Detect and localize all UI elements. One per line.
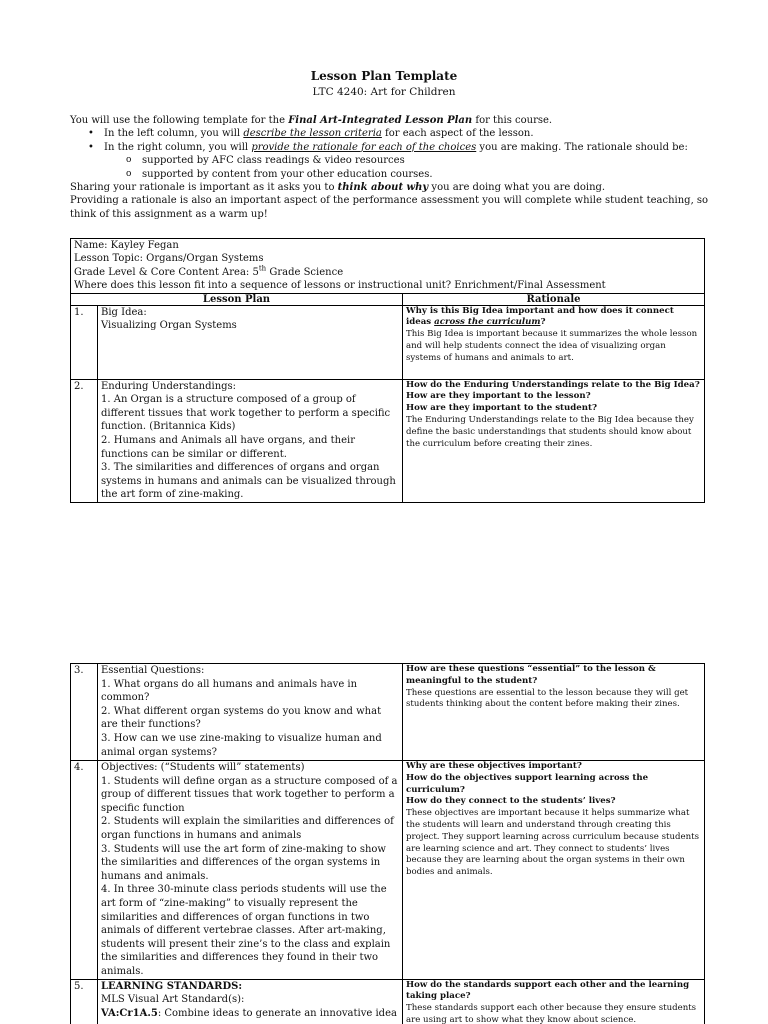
row-number: 4. — [71, 761, 98, 980]
document-title: Lesson Plan Template — [310, 69, 458, 83]
lesson-plan-cell: LEARNING STANDARDS: MLS Visual Art Standard(s): VA:Cr1A.5: Combine ideas to generate an innovative idea — [98, 979, 403, 1024]
row-number: 1. — [71, 305, 98, 379]
instruction-subbullet-readings: o supported by AFC class readings & video resources — [70, 154, 710, 167]
table-row — [71, 379, 705, 502]
rationale-cell: How are these questions “essential” to the lesson & meaningful to the student? These questions are essential to the lesson because they will get students thinking about the content before making their zines. — [403, 664, 705, 761]
row-number: 3. — [71, 664, 98, 761]
row-number: 2. — [71, 379, 98, 502]
lesson-plan-cell: Essential Questions: 1. What organs do all humans and animals have in common? 2. What different organ systems do you know and what are their functions? 3. How can we use zine-making to visualize human and animal organ systems? — [98, 664, 403, 761]
column-header-lesson-plan: Lesson Plan — [71, 293, 403, 305]
rationale-cell: How do the standards support each other and the learning taking place? These standards support each other because they ensure students are using art to show what they know about science. — [403, 979, 705, 1024]
lesson-plan-cell: Big Idea: Visualizing Organ Systems — [98, 305, 403, 379]
table-row — [71, 305, 705, 379]
lesson-plan-table-page2 — [70, 663, 705, 1024]
rationale-cell: Why are these objectives important? How do the objectives support learning across the curriculum? How do they connect to the students’ lives? These objectives are important because it helps summarize what the students will learn and understand through creating this project. They support learning across curriculum because students are learning science and art. They connect to students’ lives because they are learning about the organ systems in their own bodies and animals. — [403, 761, 705, 980]
lesson-plan-cell: Objectives: (“Students will” statements) 1. Students will define organ as a structure composed of a group of different tissues that work together to perform a specific function 2. Students will explain the similarities and differences of organ functions in humans and animals 3. Students will use the art form of zine-making to show the similarities and differences of the organ systems in humans and animals. 4. In three 30-minute class periods students will use the art form of “zine-making” to visually represent the similarities and differences of organ functions in two animals of different vertebrae classes. After art-making, students will present their zine’s to the class and explain the similarities and differences they found in their two animals. — [98, 761, 403, 980]
rationale-cell: Why is this Big Idea important and how does it connect ideas across the curriculum? This Big Idea is important because it summarizes the whole lesson and will help students connect the idea of visualizing organ systems of humans and animals to art. — [403, 305, 705, 379]
rationale-cell: How do the Enduring Understandings relate to the Big Idea? How are they important to the lesson? How are they important to the student? The Enduring Understandings relate to the Big Idea because they define the basic understandings that students should know about the curriculum before creating their zines. — [403, 379, 705, 502]
lesson-plan-table-page1 — [70, 238, 705, 503]
instruction-line-3: Providing a rationale is also an important aspect of the performance assessment you will complete while student teaching, so think of this assignment as a warm up! — [70, 195, 709, 220]
lesson-topic: Lesson Topic: Organs/Organ Systems — [74, 253, 264, 265]
instruction-line-2: Sharing your rationale is important as it asks you to think about why you are doing what you are doing. — [70, 182, 606, 194]
instruction-list — [70, 127, 710, 181]
grade-level: Grade Level & Core Content Area: 5th Grade Science — [74, 264, 344, 278]
student-name: Name: Kayley Fegan — [74, 240, 179, 251]
instruction-line-1: You will use the following template for the Final Art-Integrated Lesson Plan for this course. — [70, 115, 553, 126]
lesson-plan-cell: Enduring Understandings: 1. An Organ is a structure composed of a group of different tissues that work together to perform a specific function. (Britannica Kids) 2. Humans and Animals all have organs, and their functions can be similar or different. 3. The similarities and differences of organs and organ systems in humans and animals can be visualized through the art form of zine-making. — [98, 379, 403, 502]
instructions — [70, 114, 710, 221]
table-row — [71, 979, 705, 1024]
instruction-bullet-left-column: • In the left column, you will describe the lesson criteria for each aspect of the lesson. — [70, 127, 710, 140]
column-header-rationale: Rationale — [403, 293, 705, 305]
row-number: 5. — [71, 979, 98, 1024]
lesson-info-cell — [71, 239, 705, 294]
instruction-subbullet-courses: o supported by content from your other education courses. — [70, 168, 710, 181]
table-row — [71, 761, 705, 980]
course-subtitle: LTC 4240: Art for Children — [312, 86, 456, 98]
table-row — [71, 664, 705, 761]
instruction-bullet-right-column: • In the right column, you will provide the rationale for each of the choices you are making. The rationale should be: — [70, 141, 710, 154]
lesson-sequence: Where does this lesson fit into a sequence of lessons or instructional unit? Enrichment/Final Assessment — [74, 280, 606, 292]
